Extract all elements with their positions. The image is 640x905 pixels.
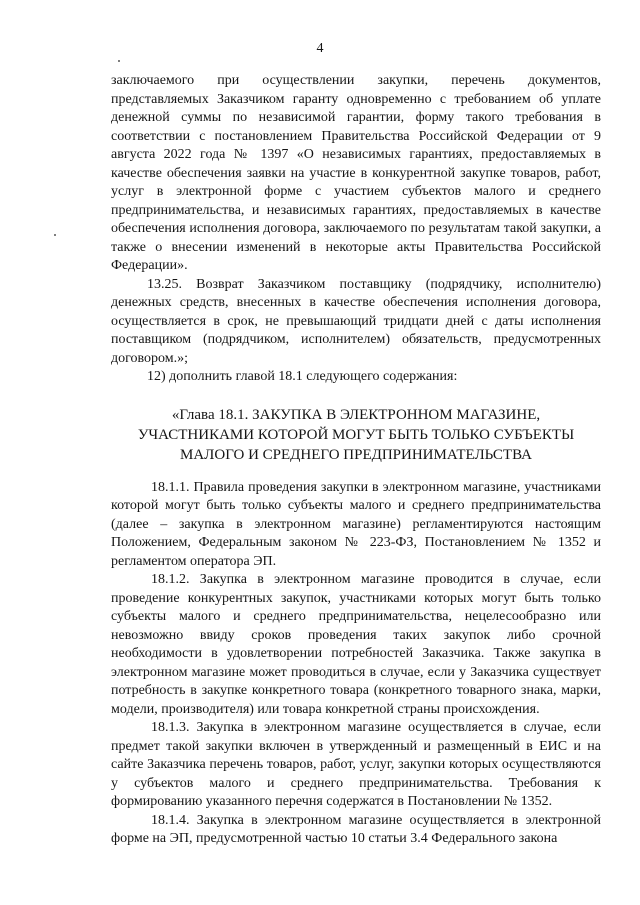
scan-artifact-dot bbox=[54, 234, 56, 236]
chapter-heading bbox=[111, 405, 601, 465]
paragraph-18-1-1: 18.1.1. Правила проведения закупки в электронном магазине, участниками которой могут быть только субъекты малого и среднего предпринимательства (далее – закупка в электронном магазине) регламентируются настоящим Положением, Федеральным законом № 223-ФЗ, Постановлением № 1352 и регламентом оператора ЭП. bbox=[111, 479, 601, 569]
paragraph-item-12: 12) дополнить главой 18.1 следующего содержания: bbox=[147, 369, 458, 384]
paragraph-18-1-4: 18.1.4. Закупка в электронном магазине осуществляется в электронной форме на ЭП, предусмотренной частью 10 статьи 3.4 Федерального закона bbox=[111, 812, 601, 846]
chapter-heading-line: «Глава 18.1. ЗАКУПКА В ЭЛЕКТРОННОМ МАГАЗИНЕ, bbox=[171, 406, 541, 423]
paragraph-13-25: 13.25. Возврат Заказчиком поставщику (подрядчику, исполнителю) денежных средств, внесенных в качестве обеспечения исполнения договора, осуществляется в срок, не превышающий тридцати дней с даты исполнения поставщиком (подрядчиком, исполнителем) обязательств, предусмотренных договором.»; bbox=[111, 276, 601, 366]
paragraph-18-1-3: 18.1.3. Закупка в электронном магазине осуществляется в случае, если предмет такой закупки включен в утвержденный и размещенный в ЕИС и на сайте Заказчика перечень товаров, работ, услуг, закупки которых осуществляются у субъектов малого и среднего предпринимательства. Требования к формированию указанного перечня содержатся в Постановлении № 1352. bbox=[111, 720, 601, 809]
paragraph-18-1-2: 18.1.2. Закупка в электронном магазине проводится в случае, если проведение конкурентных закупок, участниками которых могут быть только субъекты малого и среднего предпринимательства, нецелесообразно или невозможно ввиду сроков проведения таких закупок либо срочной необходимости в удовлетворении потребностей Заказчика. Также закупка в электронном магазине может проводиться в случае, если у Заказчика существует потребность в закупке конкретного товара (конкретного товарного знака, марки, модели, производителя) или товара конкретной страны происхождения. bbox=[111, 572, 601, 717]
page-number: 4 bbox=[316, 41, 324, 56]
chapter-heading-line: УЧАСТНИКАМИ КОТОРОЙ МОГУТ БЫТЬ ТОЛЬКО СУБЪЕКТЫ bbox=[137, 426, 575, 443]
paragraph-continuation: заключаемого при осуществлении закупки, перечень документов, представляемых Заказчиком гаранту одновременно с требованием об уплате денежной суммы по независимой гарантии, форму такого требования в соответствии с постановлением Правительства Российской Федерации от 9 августа 2022 года № 1397 «О независимых гарантиях, предоставляемых в качестве обеспечения заявки на участие в конкурентной закупке товаров, работ, услуг в электронной форме с участием субъектов малого и среднего предпринимательства, и независимых гарантиях, предоставляемых в качестве обеспечения исполнения договора, заключаемого по результатам такой закупки, а также о внесении изменений в некоторые акты Правительства Российской Федерации». bbox=[111, 73, 601, 273]
scan-artifact-dot bbox=[118, 60, 120, 62]
chapter-heading-line: МАЛОГО И СРЕДНЕГО ПРЕДПРИНИМАТЕЛЬСТВА bbox=[180, 446, 532, 463]
document-body bbox=[111, 72, 601, 849]
